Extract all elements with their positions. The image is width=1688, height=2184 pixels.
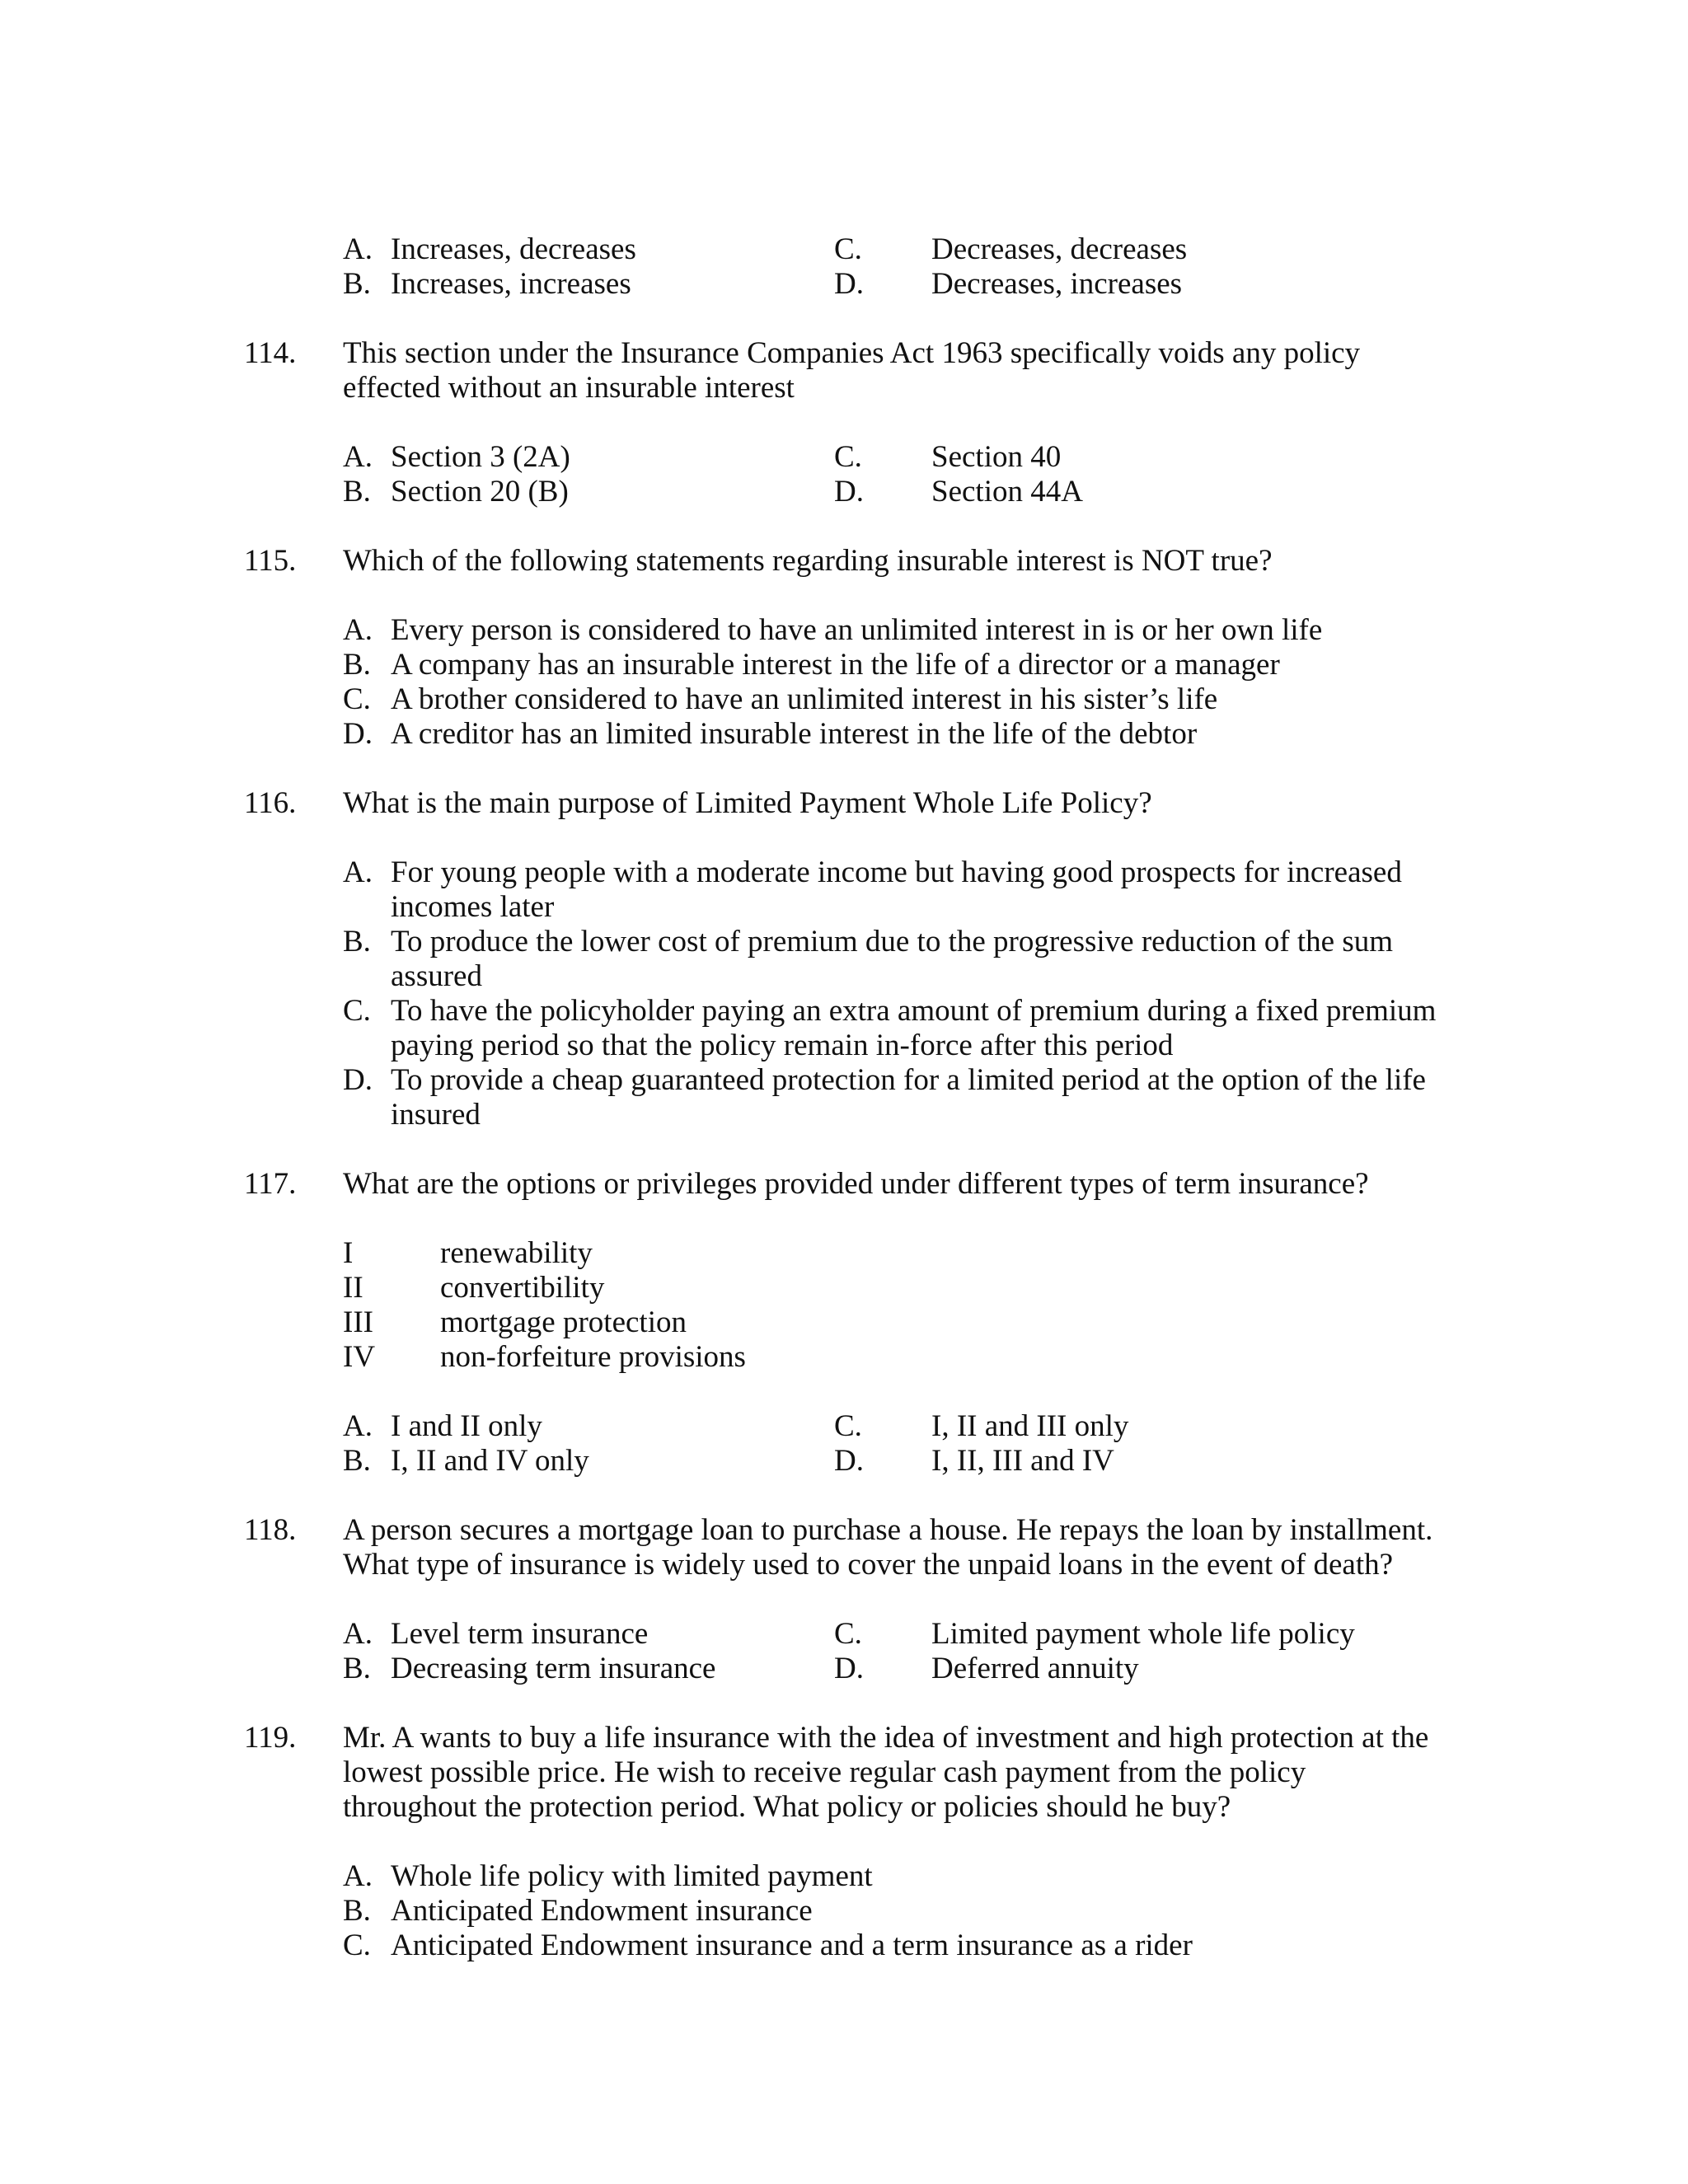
question-text: What are the options or privileges provided under different types of term insurance? (343, 1167, 1369, 1201)
option-letter-d: D. (834, 1652, 864, 1685)
option-letter-a: A. (343, 855, 373, 889)
option-text-c: Anticipated Endowment insurance and a term insurance as a rider (391, 1929, 1193, 1962)
roman-item-3: mortgage protection (440, 1305, 687, 1339)
question-text: Mr. A wants to buy a life insurance with the idea of investment and high protection at the (343, 1721, 1429, 1755)
question-text: What is the main purpose of Limited Payment Whole Life Policy? (343, 786, 1152, 820)
option-text-a: Whole life policy with limited payment (391, 1859, 873, 1893)
option-text-b: Section 20 (B) (391, 475, 569, 509)
option-letter-c: C. (834, 1409, 862, 1443)
option-letter-a: A. (343, 613, 373, 647)
roman-numeral-3: III (343, 1305, 373, 1339)
option-text-d-cont: insured (391, 1098, 481, 1132)
roman-numeral-1: I (343, 1236, 354, 1270)
question-text: effected without an insurable interest (343, 371, 795, 405)
option-text-b: Increases, increases (391, 267, 631, 301)
question-text: What type of insurance is widely used to cover the unpaid loans in the event of death? (343, 1548, 1394, 1582)
question-number: 116. (244, 786, 297, 820)
option-text-c: A brother considered to have an unlimited interest in his sister’s life (391, 682, 1218, 716)
option-letter-c: C. (834, 1617, 862, 1651)
question-text: A person secures a mortgage loan to purchase a house. He repays the loan by installment. (343, 1513, 1433, 1547)
option-letter-c: C. (343, 1929, 371, 1962)
question-number: 114. (244, 336, 297, 370)
option-letter-c: C. (834, 232, 862, 266)
option-text-b: To produce the lower cost of premium due to the progressive reduction of the sum (391, 925, 1394, 958)
option-text-d: Section 44A (931, 475, 1083, 509)
option-letter-d: D. (343, 1063, 373, 1097)
option-text-d: A creditor has an limited insurable interest in the life of the debtor (391, 717, 1198, 751)
option-text-c: Limited payment whole life policy (931, 1617, 1355, 1651)
roman-item-4: non-forfeiture provisions (440, 1340, 746, 1374)
option-text-a-cont: incomes later (391, 890, 555, 924)
option-letter-b: B. (343, 1444, 371, 1478)
option-letter-a: A. (343, 1617, 373, 1651)
option-text-a: Level term insurance (391, 1617, 649, 1651)
option-text-b: I, II and IV only (391, 1444, 589, 1478)
option-text-a: Every person is considered to have an unlimited interest in is or her own life (391, 613, 1323, 647)
roman-item-1: renewability (440, 1236, 593, 1270)
question-text: lowest possible price. He wish to receive regular cash payment from the policy (343, 1755, 1306, 1789)
option-letter-c: C. (343, 682, 371, 716)
option-text-b: Anticipated Endowment insurance (391, 1894, 813, 1928)
option-text-d: Decreases, increases (931, 267, 1183, 301)
option-text-d: I, II, III and IV (931, 1444, 1114, 1478)
option-letter-c: C. (834, 440, 862, 474)
option-letter-d: D. (834, 475, 864, 509)
option-text-d: To provide a cheap guaranteed protection for a limited period at the option of the life (391, 1063, 1426, 1097)
option-letter-d: D. (343, 717, 373, 751)
question-text: throughout the protection period. What policy or policies should he buy? (343, 1790, 1231, 1824)
option-text-b: A company has an insurable interest in the life of a director or a manager (391, 648, 1280, 682)
option-letter-b: B. (343, 475, 371, 509)
question-number: 115. (244, 544, 297, 578)
option-letter-b: B. (343, 925, 371, 958)
option-letter-d: D. (834, 1444, 864, 1478)
option-text-c: Decreases, decreases (931, 232, 1188, 266)
option-letter-c: C. (343, 994, 371, 1028)
option-text-a: Increases, decreases (391, 232, 636, 266)
option-letter-a: A. (343, 1409, 373, 1443)
roman-numeral-4: IV (343, 1340, 376, 1374)
option-text-c: Section 40 (931, 440, 1062, 474)
option-text-a: I and II only (391, 1409, 542, 1443)
option-text-b: Decreasing term insurance (391, 1652, 716, 1685)
option-letter-b: B. (343, 267, 371, 301)
option-letter-b: B. (343, 1894, 371, 1928)
option-text-c: I, II and III only (931, 1409, 1129, 1443)
option-text-c: To have the policyholder paying an extra amount of premium during a fixed premium (391, 994, 1437, 1028)
question-number: 119. (244, 1721, 297, 1755)
option-letter-b: B. (343, 648, 371, 682)
option-text-a: Section 3 (2A) (391, 440, 570, 474)
option-letter-a: A. (343, 232, 373, 266)
option-letter-d: D. (834, 267, 864, 301)
option-letter-a: A. (343, 440, 373, 474)
question-number: 118. (244, 1513, 297, 1547)
question-text: Which of the following statements regarding insurable interest is NOT true? (343, 544, 1273, 578)
option-text-b-cont: assured (391, 959, 482, 993)
option-letter-a: A. (343, 1859, 373, 1893)
option-text-a: For young people with a moderate income but having good prospects for increased (391, 855, 1402, 889)
question-number: 117. (244, 1167, 297, 1201)
roman-item-2: convertibility (440, 1271, 605, 1305)
question-text: This section under the Insurance Companies Act 1963 specifically voids any policy (343, 336, 1361, 370)
option-text-c-cont: paying period so that the policy remain in-force after this period (391, 1029, 1174, 1062)
option-text-d: Deferred annuity (931, 1652, 1139, 1685)
option-letter-b: B. (343, 1652, 371, 1685)
roman-numeral-2: II (343, 1271, 363, 1305)
